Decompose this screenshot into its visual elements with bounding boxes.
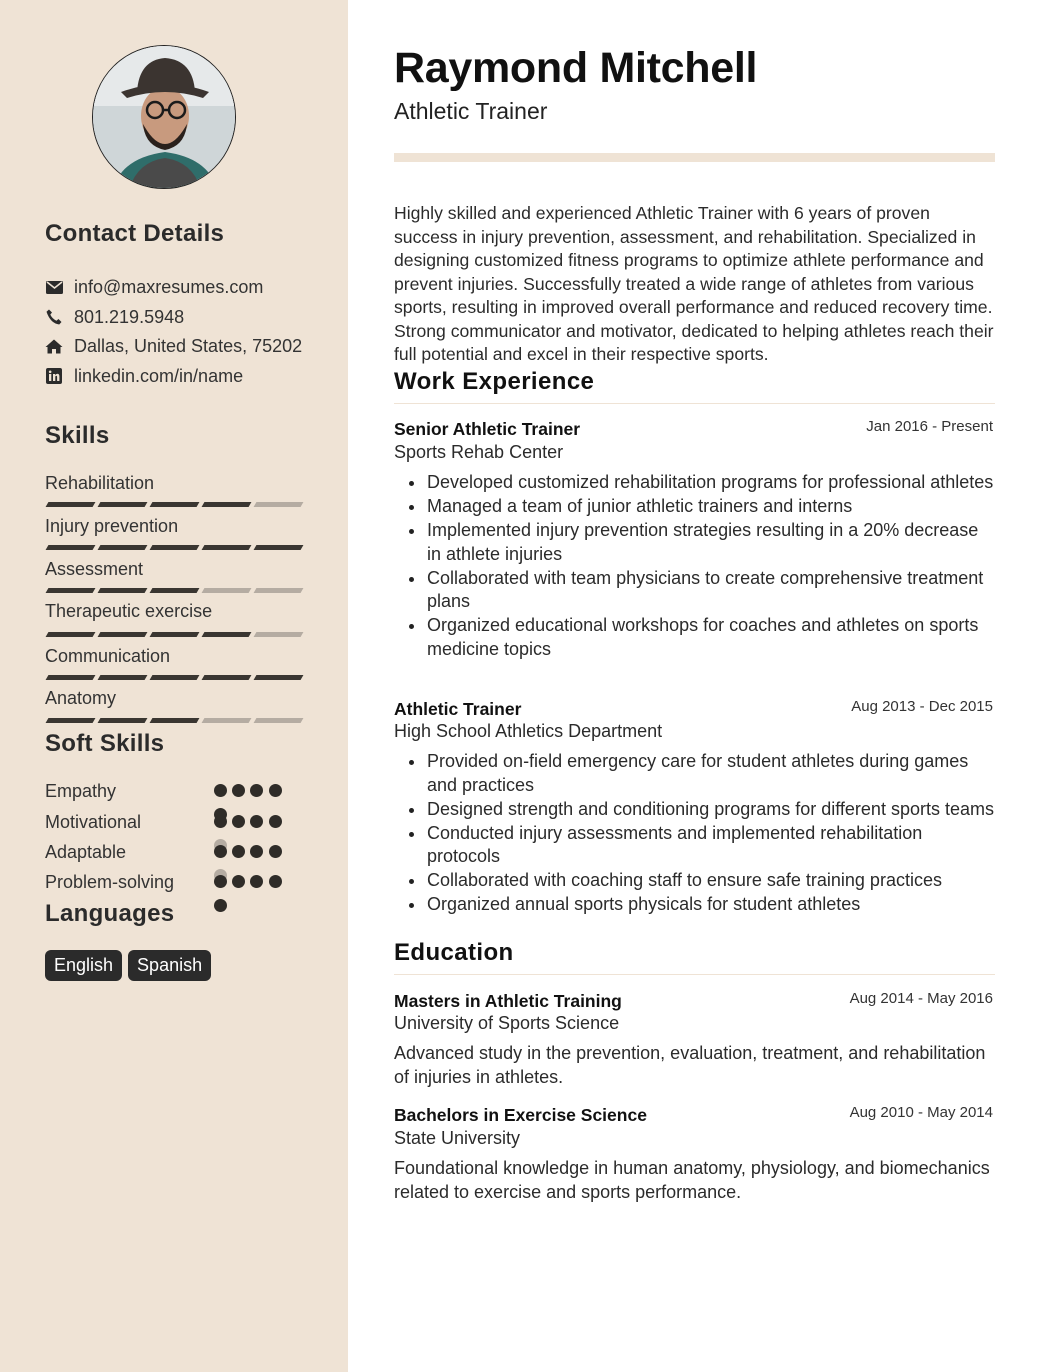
language-tags — [45, 950, 211, 981]
skill-rating-bar — [47, 502, 302, 507]
rating-dot-filled — [269, 875, 282, 888]
skill-rating-bar — [47, 632, 302, 637]
education-heading: Education — [394, 939, 514, 966]
skill-segment-filled — [98, 588, 148, 593]
school-name: University of Sports Science — [394, 1013, 620, 1033]
skill-rating-bar — [47, 718, 302, 723]
contact-heading: Contact Details — [45, 220, 225, 247]
person-title: Athletic Trainer — [394, 98, 548, 124]
envelope-icon — [45, 278, 63, 296]
person-name: Raymond Mitchell — [394, 44, 758, 92]
work-heading: Work Experience — [394, 368, 595, 395]
rating-dot-filled — [214, 845, 227, 858]
job-dates: Aug 2013 - Dec 2015 — [851, 698, 993, 715]
soft-skills-heading: Soft Skills — [45, 730, 165, 757]
work-divider — [394, 403, 995, 404]
skill-segment-empty — [254, 718, 304, 723]
list-item: Managed a team of junior athletic trainers and interns — [394, 495, 995, 519]
skill-label: Anatomy — [45, 688, 117, 708]
skill-rating-bar — [47, 675, 302, 680]
degree-title: Bachelors in Exercise Science — [394, 1105, 647, 1125]
language-tag-spanish: Spanish — [128, 950, 211, 981]
list-item: Organized educational workshops for coaches and athletes on sports medicine topics — [394, 614, 995, 661]
home-icon — [45, 337, 63, 355]
skill-segment-filled — [46, 545, 96, 550]
rating-dot-filled — [269, 784, 282, 797]
list-item: Conducted injury assessments and implemented rehabilitation protocols — [394, 822, 995, 869]
skill-segment-empty — [202, 588, 252, 593]
skill-segment-filled — [46, 632, 96, 637]
skill-rating-bar — [47, 588, 302, 593]
job-dates: Jan 2016 - Present — [866, 418, 993, 435]
list-item: Collaborated with coaching staff to ensure safe training practices — [394, 869, 995, 893]
degree-description: Foundational knowledge in human anatomy, physiology, and biomechanics related to exercise and sports performance. — [394, 1158, 990, 1202]
rating-dot-filled — [269, 845, 282, 858]
email-text: info@maxresumes.com — [74, 276, 264, 297]
header-divider — [394, 153, 995, 162]
list-item: Designed strength and conditioning programs for different sports teams — [394, 798, 995, 822]
address-text: Dallas, United States, 75202 — [74, 335, 303, 356]
linkedin-icon — [45, 367, 63, 385]
sidebar — [0, 0, 348, 1372]
degree-title: Masters in Athletic Training — [394, 991, 622, 1011]
skill-segment-empty — [254, 588, 304, 593]
main-content — [348, 0, 1040, 1372]
profile-summary: Highly skilled and experienced Athletic Trainer with 6 years of proven success in injury prevention, assessment, and rehabilitation. Specialized in designing customized fitness programs to optimize athlete performance and prevent injuries. Successfully treated a wide range of athletes from various sports, resulting in improved overall performance and reduced recovery time. Strong communicator and motivator, dedicated to helping athletes reach their full potential and excel in their respective sports. — [394, 203, 994, 364]
avatar — [92, 45, 236, 189]
rating-dot-filled — [214, 875, 227, 888]
list-item: Provided on-field emergency care for student athletes during games and practices — [394, 750, 995, 797]
school-name: State University — [394, 1128, 521, 1148]
rating-dot-filled — [250, 784, 263, 797]
skill-segment-filled — [254, 675, 304, 680]
skills-heading: Skills — [45, 422, 110, 449]
contact-phone[interactable] — [45, 305, 184, 329]
job-title: Athletic Trainer — [394, 699, 522, 719]
skill-label: Rehabilitation — [45, 473, 155, 493]
skill-segment-empty — [254, 632, 304, 637]
avatar-portrait — [93, 46, 236, 189]
soft-skill-label: Problem-solving — [45, 872, 175, 892]
list-item: Organized annual sports physicals for student athletes — [394, 893, 995, 917]
degree-dates: Aug 2014 - May 2016 — [849, 990, 993, 1007]
skill-segment-filled — [150, 675, 200, 680]
job-title: Senior Athletic Trainer — [394, 419, 581, 439]
list-item: Collaborated with team physicians to create comprehensive treatment plans — [394, 567, 995, 614]
rating-dot-filled — [269, 815, 282, 828]
skill-segment-filled — [98, 502, 148, 507]
skill-segment-empty — [254, 502, 304, 507]
rating-dot-filled — [232, 875, 245, 888]
job-bullets — [394, 471, 995, 662]
skill-segment-filled — [98, 675, 148, 680]
list-item: Implemented injury prevention strategies resulting in a 20% decrease in athlete injuries — [394, 519, 995, 566]
job-organization: Sports Rehab Center — [394, 442, 564, 462]
skill-segment-filled — [46, 675, 96, 680]
skill-segment-filled — [150, 545, 200, 550]
skill-segment-empty — [202, 718, 252, 723]
soft-skill-label: Adaptable — [45, 842, 127, 862]
skill-segment-filled — [98, 545, 148, 550]
linkedin-text: linkedin.com/in/name — [74, 365, 244, 386]
rating-dot-filled — [214, 899, 227, 912]
contact-address — [45, 334, 302, 358]
phone-text: 801.219.5948 — [74, 306, 185, 327]
languages-heading: Languages — [45, 900, 175, 927]
skill-segment-filled — [150, 718, 200, 723]
skill-label: Assessment — [45, 559, 144, 579]
skill-segment-filled — [98, 632, 148, 637]
skill-segment-filled — [202, 545, 252, 550]
skill-segment-filled — [150, 588, 200, 593]
skill-rating-bar — [47, 545, 302, 550]
skill-label: Communication — [45, 646, 171, 666]
rating-dot-filled — [232, 784, 245, 797]
job-bullets — [394, 750, 995, 917]
rating-dot-filled — [214, 784, 227, 797]
skill-segment-filled — [254, 545, 304, 550]
list-item: Developed customized rehabilitation programs for professional athletes — [394, 471, 995, 495]
contact-email[interactable] — [45, 275, 263, 299]
education-divider — [394, 974, 995, 975]
rating-dot-filled — [250, 815, 263, 828]
degree-dates: Aug 2010 - May 2014 — [849, 1104, 993, 1121]
skill-segment-filled — [202, 502, 252, 507]
skill-segment-filled — [202, 632, 252, 637]
rating-dot-filled — [232, 845, 245, 858]
skill-segment-filled — [46, 718, 96, 723]
rating-dot-filled — [250, 845, 263, 858]
skill-segment-filled — [46, 502, 96, 507]
degree-description: Advanced study in the prevention, evaluation, treatment, and rehabilitation of injuries in athletes. — [394, 1043, 986, 1087]
rating-dot-filled — [250, 875, 263, 888]
soft-skill-label: Empathy — [45, 781, 117, 801]
skill-segment-filled — [46, 588, 96, 593]
phone-icon — [45, 308, 63, 326]
skill-segment-filled — [150, 632, 200, 637]
skill-label: Injury prevention — [45, 516, 179, 536]
rating-dot-filled — [232, 815, 245, 828]
soft-skill-label: Motivational — [45, 812, 142, 832]
skill-label: Therapeutic exercise — [45, 601, 213, 621]
contact-linkedin[interactable] — [45, 364, 243, 388]
skill-segment-filled — [202, 675, 252, 680]
language-tag-english: English — [45, 950, 122, 981]
skill-segment-filled — [150, 502, 200, 507]
job-organization: High School Athletics Department — [394, 721, 663, 741]
skill-segment-filled — [98, 718, 148, 723]
rating-dot-filled — [214, 815, 227, 828]
